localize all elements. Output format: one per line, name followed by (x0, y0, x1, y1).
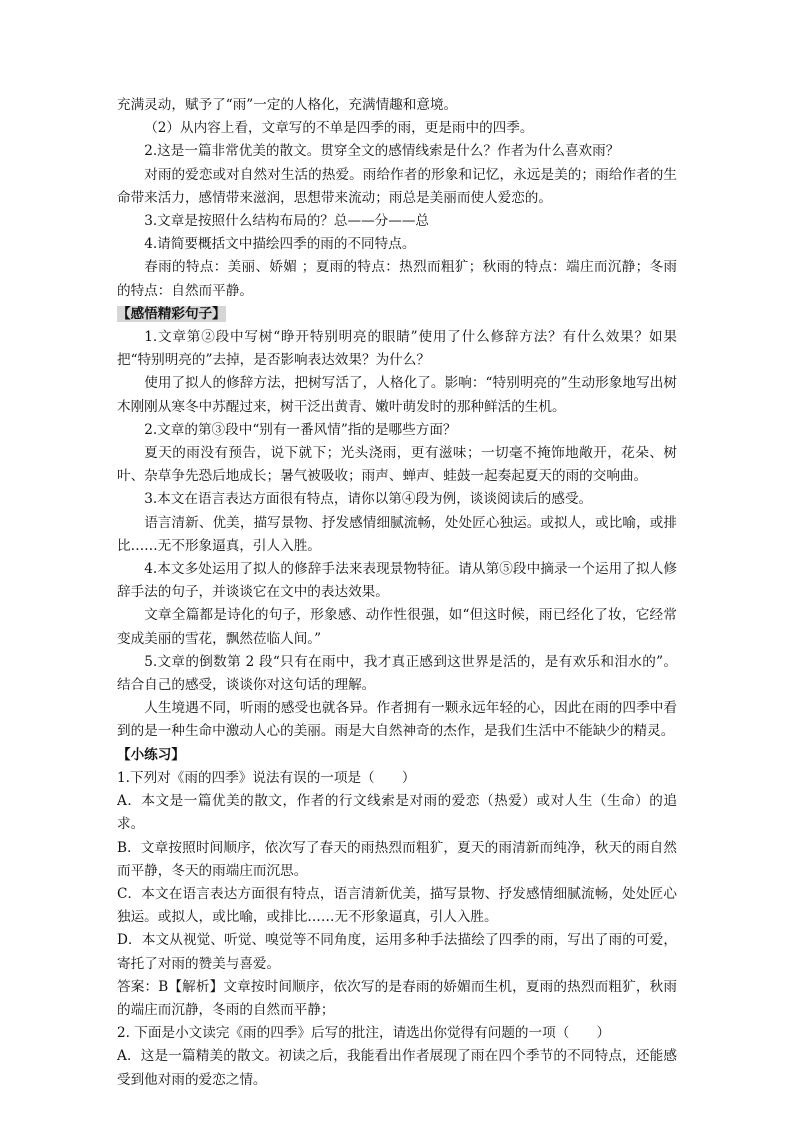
question: 3.文章是按照什么结构布局的？总——分——总 (144, 213, 430, 230)
question: 4.请简要概括文中描绘四季的雨的不同特点。 (144, 236, 416, 253)
answer: 语言清新、优美，描写景物、抒发感情细腻流畅，处处匠心独运。或拟人，或比喻，或排比……无不形象逼真，引人入胜。 (117, 514, 677, 554)
question: 2.文章的第③段中“别有一番风情”指的是哪些方面？ (144, 421, 457, 438)
section-heading-text: 【感悟精彩句子】 (117, 305, 226, 322)
exercise-answer: 答案：B【解析】文章按时间顺序，依次写的是春雨的娇媚而生机，夏雨的热烈而粗犷，秋雨的端庄而沉静，冬雨的自然而平静； (117, 978, 677, 1018)
answer: 使用了拟人的修辞方法，把树写活了，人格化了。影响：“特别明亮的”生动形象地写出树木刚刚从寒冬中苏醒过来，树干泛出黄青、嫩叶萌发时的那种鲜活的生机。 (117, 375, 677, 415)
question: 3.本文在语言表达方面很有特点，请你以第④段为例，谈谈阅读后的感受。 (144, 491, 593, 508)
exercise-question: 2. 下面是小文读完《雨的四季》后写的批注，请选出你觉得有问题的一项（ ） (117, 1025, 611, 1042)
document-page (117, 94, 677, 1092)
answer: 文章全篇都是诗化的句子，形象感、动作性很强，如“但这时候，雨已经化了妆，它经常变成美丽的雪花，飘然莅临人间。” (117, 607, 677, 647)
exercise-question: 1.下列对《雨的四季》说法有误的一项是（ ） (117, 769, 416, 786)
exercise-option: A．本文是一篇优美的散文，作者的行文线索是对雨的爱恋（热爱）或对人生（生命）的追求。 (117, 793, 677, 833)
question: 4.本文多处运用了拟人的修辞手法来表现景物特征。请从第⑤段中摘录一个运用了拟人修辞手法的句子，并谈谈它在文中的表达效果。 (117, 561, 677, 601)
answer: 对雨的爱恋或对自然对生活的热爱。雨给作者的形象和记忆，永远是美的；雨给作者的生命带来活力，感情带来滋润，思想带来流动；雨总是美丽而使人爱恋的。 (117, 166, 677, 206)
section-heading: 【小练习】 (117, 746, 185, 763)
paragraph: （2）从内容上看，文章写的不单是四季的雨，更是雨中的四季。 (144, 120, 534, 137)
answer: 夏天的雨没有预告，说下就下；光头浇雨，更有滋味；一切毫不掩饰地敞开，花朵、树叶、杂草争先恐后地成长；暑气被吸收；雨声、蝉声、蛙鼓一起奏起夏天的雨的交响曲。 (117, 445, 677, 485)
question: 5.文章的倒数第 2 段“只有在雨中，我才真正感到这世界是活的，是有欢乐和泪水的”。结合自己的感受，谈谈你对这句话的理解。 (117, 653, 677, 694)
question: 2.这是一篇非常优美的散文。贯穿全文的感情线索是什么？作者为什么喜欢雨？ (144, 143, 620, 160)
answer: 春雨的特点：美丽、娇媚 ；夏雨的特点：热烈而粗犷；秋雨的特点：端庄而沉静；冬雨的特点：自然而平静。 (117, 259, 677, 299)
exercise-option: B．文章按照时间顺序，依次写了春天的雨热烈而粗犷，夏天的雨清新而纯净，秋天的雨自然而平静，冬天的雨端庄而沉思。 (117, 839, 677, 879)
section-heading (117, 303, 677, 326)
exercise-option: D．本文从视觉、听觉、嗅觉等不同角度，运用多种手法描绘了四季的雨，写出了雨的可爱，寄托了对雨的赞美与喜爱。 (117, 932, 677, 972)
answer: 人生境遇不同，听雨的感受也就各异。作者拥有一颗永远年轻的心，因此在雨的四季中看到的是一种生命中激动人心的美丽。雨是大自然神奇的杰作，是我们生活中不能缺少的精灵。 (117, 700, 677, 740)
question: 1.文章第②段中写树“睁开特别明亮的眼睛”使用了什么修辞方法？有什么效果？如果把“特别明亮的”去掉，是否影响表达效果？为什么？ (117, 329, 677, 369)
exercise-option: A．这是一篇精美的散文。初读之后，我能看出作者展现了雨在四个季节的不同特点，还能感受到他对雨的爱恋之情。 (117, 1048, 677, 1088)
paragraph: 充满灵动，赋予了“雨”一定的人格化，充满情趣和意境。 (117, 97, 458, 113)
exercise-option: C．本文在语言表达方面很有特点，语言清新优美，描写景物、抒发感情细腻流畅，处处匠心独运。或拟人，或比喻，或排比……无不形象逼真，引人入胜。 (117, 885, 677, 926)
